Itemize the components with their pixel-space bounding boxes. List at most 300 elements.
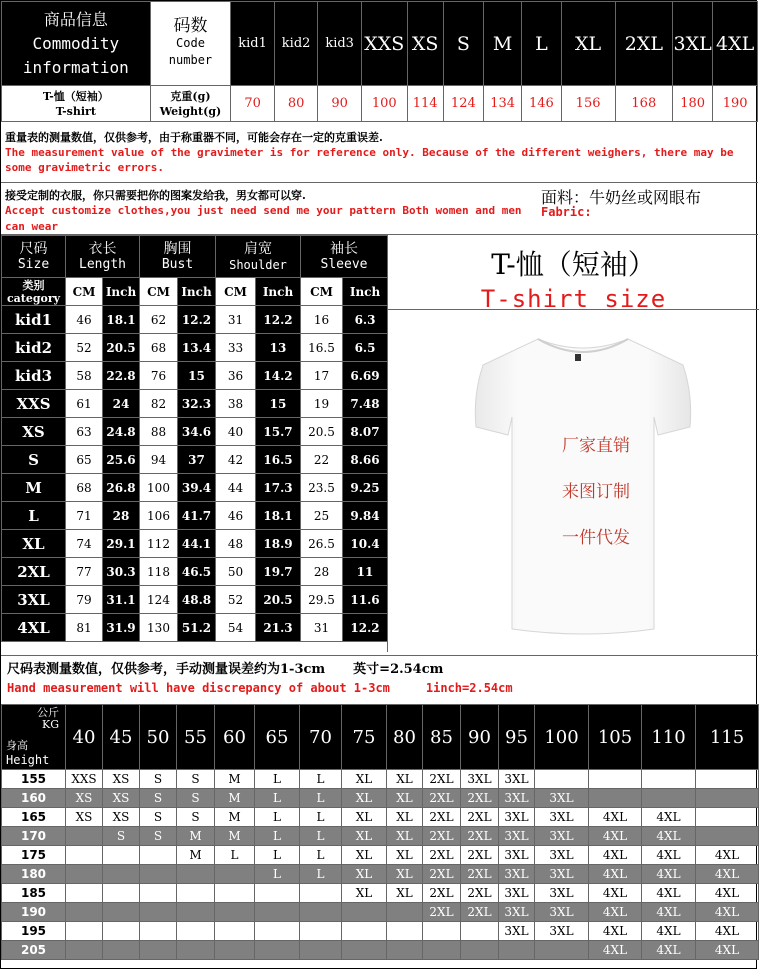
cm-value: 106 xyxy=(140,502,178,530)
size-row-label: S xyxy=(2,446,66,474)
inch-value: 7.48 xyxy=(343,390,388,418)
inch-value: 11 xyxy=(343,558,388,586)
recommended-size xyxy=(387,941,423,960)
cm-value: 77 xyxy=(66,558,103,586)
inch-header: Inch xyxy=(103,278,140,306)
recommended-size: M xyxy=(215,770,255,789)
cm-value: 118 xyxy=(140,558,178,586)
weight-value: 114 xyxy=(407,86,443,122)
recommended-size xyxy=(66,941,103,960)
recommended-size: 3XL xyxy=(535,903,589,922)
size-row-label: XS xyxy=(2,418,66,446)
recommended-size: 2XL xyxy=(423,827,461,846)
recommended-size: 3XL xyxy=(535,846,589,865)
weight-header: 50 xyxy=(140,705,177,770)
shoulder-cn: 肩宽 xyxy=(244,240,272,257)
recommended-size xyxy=(387,922,423,941)
recommended-size: XL xyxy=(342,846,387,865)
weight-header: 85 xyxy=(423,705,461,770)
cm-value: 94 xyxy=(140,446,178,474)
cm-value: 29.5 xyxy=(301,586,343,614)
cm-value: 63 xyxy=(66,418,103,446)
height-label: 195 xyxy=(2,922,66,941)
recommended-size xyxy=(103,922,140,941)
commodity-header xyxy=(2,2,151,86)
cm-value: 20.5 xyxy=(301,418,343,446)
size-row xyxy=(2,614,388,642)
recommended-size xyxy=(215,922,255,941)
inch-value: 13.4 xyxy=(178,334,216,362)
cm-value: 79 xyxy=(66,586,103,614)
recommended-size: 4XL xyxy=(696,884,759,903)
recommended-size: 4XL xyxy=(696,865,759,884)
inch-value: 31.9 xyxy=(103,614,140,642)
recommended-size: 4XL xyxy=(589,865,642,884)
recommended-size xyxy=(696,827,759,846)
recommended-size: 2XL xyxy=(461,789,499,808)
recommended-size: 2XL xyxy=(423,903,461,922)
recommended-size: XL xyxy=(342,808,387,827)
cm-value: 46 xyxy=(216,502,256,530)
cm-value: 40 xyxy=(216,418,256,446)
inch-value: 31.1 xyxy=(103,586,140,614)
inch-value: 19.7 xyxy=(256,558,301,586)
weight-table xyxy=(1,1,758,122)
inch-header: Inch xyxy=(343,278,388,306)
recommended-size: S xyxy=(103,827,140,846)
recommended-size: XL xyxy=(342,770,387,789)
height-label: 155 xyxy=(2,770,66,789)
shoulder-en: Shoulder xyxy=(229,257,287,272)
recommended-size: 3XL xyxy=(499,922,535,941)
size-row-label: XL xyxy=(2,530,66,558)
tshirt-title-cn: T-恤（短袖） xyxy=(491,248,656,281)
cm-value: 31 xyxy=(301,614,343,642)
sleeve-en: Sleeve xyxy=(320,256,368,272)
recommended-size xyxy=(140,865,177,884)
recommended-size: 4XL xyxy=(642,808,696,827)
inch-value: 8.66 xyxy=(343,446,388,474)
recommended-size: 3XL xyxy=(461,770,499,789)
commodity-en1: Commodity xyxy=(32,33,120,53)
weight-cn: 克重(g) xyxy=(170,89,211,103)
size-row xyxy=(2,362,388,390)
recommended-size: 3XL xyxy=(535,827,589,846)
recommended-size: M xyxy=(215,789,255,808)
recommended-size xyxy=(300,922,342,941)
cm-value: 52 xyxy=(66,334,103,362)
bust-en: Bust xyxy=(161,256,194,272)
recommended-size: 3XL xyxy=(535,865,589,884)
recommended-size xyxy=(696,789,759,808)
weight-header: 90 xyxy=(461,705,499,770)
cm-value: 112 xyxy=(140,530,178,558)
recommended-size xyxy=(66,903,103,922)
recommended-size: 4XL xyxy=(589,922,642,941)
length-header xyxy=(66,236,140,278)
recommended-size: 2XL xyxy=(423,884,461,903)
height-row xyxy=(2,941,759,960)
recommended-size xyxy=(387,903,423,922)
size-header: kid1 xyxy=(231,2,275,86)
size-cn: 尺码 xyxy=(19,240,48,257)
weight-header: 115 xyxy=(696,705,759,770)
height-label: 180 xyxy=(2,865,66,884)
recommended-size xyxy=(140,903,177,922)
inch-value: 48.8 xyxy=(178,586,216,614)
hand-note-cn: 尺码表测量数值，仅供参考，手动测量误差约为1-3cm xyxy=(7,662,326,677)
weight-header: 100 xyxy=(535,705,589,770)
recommended-size xyxy=(342,941,387,960)
recommended-size: XL xyxy=(342,789,387,808)
size-row xyxy=(2,446,388,474)
recommended-size xyxy=(642,770,696,789)
recommended-size xyxy=(300,941,342,960)
custom-note-en: Accept customize clothes,you just need send me your pattern Both women and men can wear xyxy=(5,204,522,233)
inch-value: 20.5 xyxy=(103,334,140,362)
gravimeter-note-en: The measurement value of the gravimeter is for reference only. Because of the different weighers, there may be some gravimetric errors. xyxy=(5,146,734,174)
inch-note-en: 1inch=2.54cm xyxy=(425,681,513,695)
recommended-size: 4XL xyxy=(589,884,642,903)
size-header: kid2 xyxy=(274,2,318,86)
recommended-size xyxy=(423,941,461,960)
recommended-size: 3XL xyxy=(499,903,535,922)
cm-value: 65 xyxy=(66,446,103,474)
recommended-size: XL xyxy=(387,884,423,903)
recommended-size: 3XL xyxy=(499,770,535,789)
inch-value: 16.5 xyxy=(256,446,301,474)
cm-value: 33 xyxy=(216,334,256,362)
recommended-size: 4XL xyxy=(696,941,759,960)
bust-header xyxy=(140,236,216,278)
inch-value: 12.2 xyxy=(343,614,388,642)
recommended-size: 2XL xyxy=(423,770,461,789)
recommended-size: 4XL xyxy=(589,808,642,827)
sleeve-cn: 袖长 xyxy=(330,240,359,257)
cm-value: 16 xyxy=(301,306,343,334)
recommended-size xyxy=(66,922,103,941)
inch-value: 25.6 xyxy=(103,446,140,474)
inch-note-cn: 英寸=2.54cm xyxy=(353,662,444,677)
recommended-size: XS xyxy=(103,789,140,808)
tshirt-title-en: T-shirt size xyxy=(480,285,667,313)
inch-value: 28 xyxy=(103,502,140,530)
cm-value: 28 xyxy=(301,558,343,586)
inch-value: 12.2 xyxy=(178,306,216,334)
weight-header: 95 xyxy=(499,705,535,770)
unit-row xyxy=(2,278,388,306)
height-header-row xyxy=(2,705,759,770)
tshirt-panel xyxy=(387,235,758,652)
size-header: kid3 xyxy=(318,2,362,86)
weight-header: 45 xyxy=(103,705,140,770)
cm-value: 61 xyxy=(66,390,103,418)
size-row-label: L xyxy=(2,502,66,530)
recommended-size: 4XL xyxy=(589,827,642,846)
category-en: category xyxy=(6,291,61,305)
weight-header: 75 xyxy=(342,705,387,770)
weight-value-row xyxy=(2,86,758,122)
size-row-label: M xyxy=(2,474,66,502)
recommended-size xyxy=(103,846,140,865)
recommended-size: 3XL xyxy=(499,884,535,903)
recommended-size: 4XL xyxy=(642,827,696,846)
weight-value: 156 xyxy=(561,86,615,122)
cm-value: 100 xyxy=(140,474,178,502)
recommended-size: 3XL xyxy=(499,808,535,827)
cm-value: 50 xyxy=(216,558,256,586)
weight-value: 180 xyxy=(672,86,712,122)
inch-value: 24.8 xyxy=(103,418,140,446)
recommended-size: 4XL xyxy=(642,922,696,941)
recommended-size xyxy=(461,941,499,960)
recommended-size: XL xyxy=(387,770,423,789)
size-col-header xyxy=(2,236,66,278)
weight-value: 146 xyxy=(522,86,561,122)
recommended-size xyxy=(177,922,215,941)
cm-value: 46 xyxy=(66,306,103,334)
height-label: 185 xyxy=(2,884,66,903)
recommended-size xyxy=(177,941,215,960)
inch-value: 15.7 xyxy=(256,418,301,446)
recommended-size: 4XL xyxy=(642,865,696,884)
weight-header: 65 xyxy=(255,705,300,770)
recommended-size xyxy=(642,789,696,808)
inch-value: 8.07 xyxy=(343,418,388,446)
recommended-size xyxy=(177,884,215,903)
recommended-size xyxy=(342,922,387,941)
size-table-body xyxy=(2,306,388,642)
cm-value: 88 xyxy=(140,418,178,446)
cm-header: CM xyxy=(140,278,178,306)
cm-value: 54 xyxy=(216,614,256,642)
inch-value: 30.3 xyxy=(103,558,140,586)
weight-header-row xyxy=(2,2,758,86)
gravimeter-note xyxy=(1,127,758,183)
size-header: L xyxy=(522,2,561,86)
inch-value: 17.3 xyxy=(256,474,301,502)
cm-value: 26.5 xyxy=(301,530,343,558)
recommended-size xyxy=(255,941,300,960)
category-cn: 类别 xyxy=(22,278,45,292)
inch-header: Inch xyxy=(178,278,216,306)
recommended-size xyxy=(66,884,103,903)
size-row-label: 2XL xyxy=(2,558,66,586)
size-header: XS xyxy=(407,2,443,86)
kg-cn: 公斤 xyxy=(37,706,59,719)
weight-header: 55 xyxy=(177,705,215,770)
recommended-size: 2XL xyxy=(461,884,499,903)
recommended-size xyxy=(499,941,535,960)
recommended-size: 2XL xyxy=(461,903,499,922)
cm-value: 25 xyxy=(301,502,343,530)
cm-value: 68 xyxy=(140,334,178,362)
recommended-size: XS xyxy=(66,808,103,827)
bust-cn: 胸围 xyxy=(163,240,192,257)
size-row-label: 4XL xyxy=(2,614,66,642)
fabric-cn: 面料：牛奶丝或网眼布 xyxy=(541,188,702,207)
weight-value: 70 xyxy=(231,86,275,122)
recommended-size: L xyxy=(255,808,300,827)
height-label: 170 xyxy=(2,827,66,846)
recommended-size: L xyxy=(255,789,300,808)
height-label: 165 xyxy=(2,808,66,827)
recommended-size: S xyxy=(177,789,215,808)
recommended-size xyxy=(255,903,300,922)
size-row-label: kid3 xyxy=(2,362,66,390)
recommended-size: L xyxy=(300,808,342,827)
recommended-size: 3XL xyxy=(535,884,589,903)
recommended-size: S xyxy=(140,808,177,827)
height-label: 175 xyxy=(2,846,66,865)
recommended-size: 3XL xyxy=(535,789,589,808)
weight-value: 168 xyxy=(615,86,672,122)
recommended-size xyxy=(300,903,342,922)
cm-value: 17 xyxy=(301,362,343,390)
weight-value: 100 xyxy=(361,86,407,122)
height-row xyxy=(2,903,759,922)
inch-value: 11.6 xyxy=(343,586,388,614)
recommended-size xyxy=(696,808,759,827)
recommended-size: L xyxy=(255,827,300,846)
cm-value: 68 xyxy=(66,474,103,502)
recommended-size: 3XL xyxy=(535,808,589,827)
weight-header: 60 xyxy=(215,705,255,770)
cm-value: 31 xyxy=(216,306,256,334)
recommended-size: 2XL xyxy=(423,846,461,865)
recommended-size: XL xyxy=(387,865,423,884)
cm-value: 124 xyxy=(140,586,178,614)
weight-value: 134 xyxy=(484,86,522,122)
height-row xyxy=(2,846,759,865)
recommended-size xyxy=(215,903,255,922)
weight-value: 90 xyxy=(318,86,362,122)
recommended-size: XL xyxy=(387,789,423,808)
recommended-size: XL xyxy=(387,827,423,846)
inch-value: 24 xyxy=(103,390,140,418)
category-header xyxy=(2,278,66,306)
custom-note-cn: 接受定制的衣服，你只需要把你的图案发给我，男女都可以穿. xyxy=(5,189,306,202)
inch-value: 14.2 xyxy=(256,362,301,390)
recommended-size: 4XL xyxy=(642,903,696,922)
recommended-size: 3XL xyxy=(499,846,535,865)
recommended-size: 3XL xyxy=(499,827,535,846)
cm-header: CM xyxy=(216,278,256,306)
tshirt-text-1: 厂家直销 xyxy=(562,436,630,456)
weight-header: 40 xyxy=(66,705,103,770)
recommended-size: M xyxy=(215,808,255,827)
size-en: Size xyxy=(17,256,50,272)
inch-value: 6.5 xyxy=(343,334,388,362)
inch-value: 15 xyxy=(178,362,216,390)
tshirt-text-3: 一件代发 xyxy=(562,528,630,548)
inch-value: 18.9 xyxy=(256,530,301,558)
size-row xyxy=(2,306,388,334)
recommended-size: XL xyxy=(387,846,423,865)
cm-value: 22 xyxy=(301,446,343,474)
recommended-size xyxy=(140,846,177,865)
recommended-size: M xyxy=(215,827,255,846)
size-row-label: kid2 xyxy=(2,334,66,362)
recommended-size: 4XL xyxy=(696,903,759,922)
height-row xyxy=(2,865,759,884)
recommended-size: XXS xyxy=(66,770,103,789)
inch-value: 39.4 xyxy=(178,474,216,502)
cm-value: 44 xyxy=(216,474,256,502)
recommended-size xyxy=(589,770,642,789)
recommended-size: L xyxy=(255,846,300,865)
inch-value: 26.8 xyxy=(103,474,140,502)
size-row xyxy=(2,558,388,586)
weight-label-cell xyxy=(150,86,231,122)
recommended-size: S xyxy=(140,770,177,789)
recommended-size xyxy=(140,884,177,903)
cm-header: CM xyxy=(301,278,343,306)
cm-value: 82 xyxy=(140,390,178,418)
kg-height-corner xyxy=(2,705,66,770)
weight-value: 124 xyxy=(443,86,483,122)
fabric-en: Fabric: xyxy=(541,205,592,219)
inch-value: 9.84 xyxy=(343,502,388,530)
inch-value: 6.69 xyxy=(343,362,388,390)
recommended-size xyxy=(103,884,140,903)
recommended-size: 4XL xyxy=(589,941,642,960)
cm-value: 52 xyxy=(216,586,256,614)
recommended-size: 2XL xyxy=(461,846,499,865)
inch-value: 41.7 xyxy=(178,502,216,530)
recommended-size xyxy=(300,884,342,903)
cm-value: 23.5 xyxy=(301,474,343,502)
size-header: XXS xyxy=(361,2,407,86)
height-weight-table xyxy=(1,704,759,960)
weight-en: Weight(g) xyxy=(159,104,222,118)
recommended-size: S xyxy=(177,808,215,827)
size-header: 3XL xyxy=(672,2,712,86)
recommended-size: 2XL xyxy=(461,808,499,827)
sleeve-header xyxy=(301,236,388,278)
recommended-size xyxy=(66,827,103,846)
height-row xyxy=(2,922,759,941)
inch-header: Inch xyxy=(256,278,301,306)
height-weight-body xyxy=(2,770,759,960)
recommended-size: S xyxy=(140,789,177,808)
custom-note xyxy=(1,185,758,235)
size-header: XL xyxy=(561,2,615,86)
size-row xyxy=(2,390,388,418)
recommended-size: XL xyxy=(342,865,387,884)
recommended-size: M xyxy=(177,827,215,846)
weight-value: 80 xyxy=(274,86,318,122)
tshirt-text-2: 来图订制 xyxy=(562,482,630,502)
inch-value: 9.25 xyxy=(343,474,388,502)
weight-header: 110 xyxy=(642,705,696,770)
kg-en: KG xyxy=(41,718,59,731)
recommended-size: 4XL xyxy=(589,846,642,865)
shoulder-header xyxy=(216,236,301,278)
weight-header: 80 xyxy=(387,705,423,770)
cm-value: 62 xyxy=(140,306,178,334)
inch-value: 44.1 xyxy=(178,530,216,558)
inch-value: 15 xyxy=(256,390,301,418)
size-row xyxy=(2,502,388,530)
recommended-size xyxy=(177,903,215,922)
recommended-size: S xyxy=(140,827,177,846)
recommended-size: 4XL xyxy=(589,903,642,922)
recommended-size: L xyxy=(215,846,255,865)
cm-value: 71 xyxy=(66,502,103,530)
recommended-size xyxy=(589,789,642,808)
size-row xyxy=(2,474,388,502)
